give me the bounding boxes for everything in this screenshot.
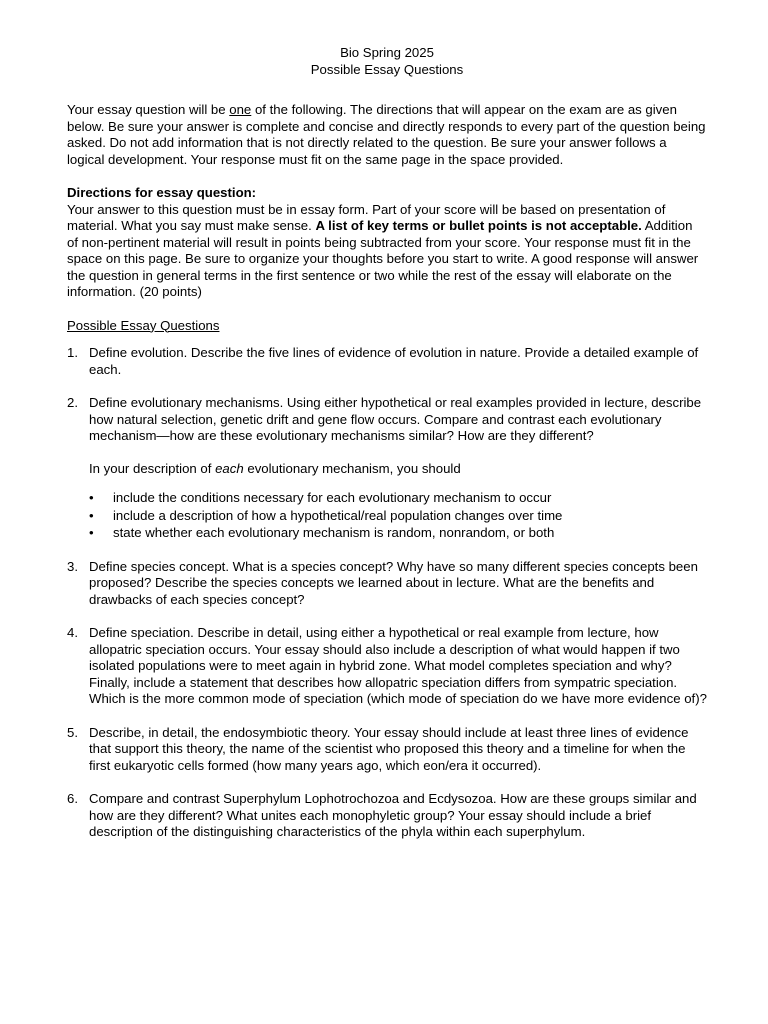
questions-list [67, 345, 707, 841]
question-number: 1. [67, 345, 78, 360]
question-text: Define evolutionary mechanisms. Using either hypothetical or real examples provided in lecture, describe how natural selection, genetic drift and gene flow occurs. Compare and contrast each evolutionary mechanism—how are these evolutionary mechanisms similar? How are they different? [89, 395, 702, 443]
bullet-icon: • [89, 525, 94, 540]
directions-text-after: Addition of non-pertinent material will result in points being subtracted from your score. Your response must fit in the space on this page. Be sure to organize your thoughts before you start to write. A good response will answer the question in general terms in the first sentence or two while the rest of the essay will elaborate on the information. (20 points) [67, 218, 699, 299]
directions-heading: Directions for essay question: [67, 185, 257, 200]
directions-bold-warning: A list of key terms or bullet points is not acceptable. [315, 218, 642, 233]
question-subparagraph [89, 461, 707, 478]
sub-italic-word: each [215, 460, 244, 476]
intro-text-before: Your essay question will be [67, 102, 230, 117]
question-item-4 [67, 625, 707, 708]
document-header [67, 44, 707, 78]
directions-section [67, 185, 707, 301]
question-item-6 [67, 791, 707, 841]
question-item-1 [67, 345, 707, 378]
question-item-5 [67, 725, 707, 775]
bullet-text: state whether each evolutionary mechanism is random, nonrandom, or both [113, 525, 555, 540]
bullet-text: include the conditions necessary for each evolutionary mechanism to occur [113, 490, 552, 505]
directions-text-before: Your answer to this question must be in essay form. Part of your score will be based on presentation of material. What you say must make sense. [67, 201, 666, 233]
question-number: 2. [67, 395, 78, 410]
question-number: 6. [67, 791, 78, 806]
intro-underlined-word: one [229, 102, 252, 117]
sub-text-after: evolutionary mechanism, you should [243, 460, 461, 476]
intro-paragraph [67, 102, 707, 168]
question-text: Define species concept. What is a species concept? Why have so many different species concepts been proposed? Describe the species concepts we learned about in lecture. What are the benefits and drawbacks of each species concept? [89, 558, 698, 607]
bullet-text: include a description of how a hypothetical/real population changes over time [113, 507, 563, 523]
question-number: 3. [67, 558, 78, 574]
bullet-item [89, 490, 707, 507]
question-item-3 [67, 559, 707, 609]
question-text: Describe, in detail, the endosymbiotic theory. Your essay should include at least three lines of evidence that support this theory, the name of the scientist who proposed this theory and a timeline for when the first eukaryotic cells formed (how many years ago, which eon/era it occurred). [89, 724, 689, 773]
document-page [67, 44, 707, 858]
question-number: 5. [67, 724, 78, 740]
bullet-icon: • [89, 507, 94, 523]
question-text: Define speciation. Describe in detail, using either a hypothetical or real example from lecture, how allopatric speciation occurs. Your essay should also include a description of what would happen if two isolated populations were to meet again in hybrid zone. What model completes speciation and why? Finally, include a statement that describes how allopatric speciation differs from sympatric speciation. Which is the more common mode of speciation (which mode of speciation do we have more evidence of)? [89, 625, 707, 706]
bullet-item [89, 525, 707, 542]
directions-paragraph [67, 202, 707, 301]
bullet-icon: • [89, 490, 94, 505]
bullet-list [89, 490, 707, 542]
bullet-item [89, 508, 707, 525]
sub-text-before: In your description of [89, 460, 216, 476]
question-item-2 [67, 395, 707, 542]
question-text: Compare and contrast Superphylum Lophotrochozoa and Ecdysozoa. How are these groups similar and how are they different? What unites each monophyletic group? Your essay should include a brief description of the distinguishing characteristics of the phyla within each superphylum. [89, 791, 697, 839]
intro-text-after: of the following. The directions that will appear on the exam are as given below. Be sure your answer is complete and concise and directly responds to every part of the question being asked. Do not add information that is not directly related to the question. Be sure your answer follows a logical development. Your response must fit on the same page in the space provided. [67, 102, 706, 167]
document-title: Possible Essay Questions [310, 62, 464, 77]
course-title: Bio Spring 2025 [340, 45, 434, 60]
questions-heading: Possible Essay Questions [67, 317, 220, 333]
question-number: 4. [67, 625, 78, 640]
question-text: Define evolution. Describe the five lines of evidence of evolution in nature. Provide a detailed example of each. [89, 345, 699, 377]
